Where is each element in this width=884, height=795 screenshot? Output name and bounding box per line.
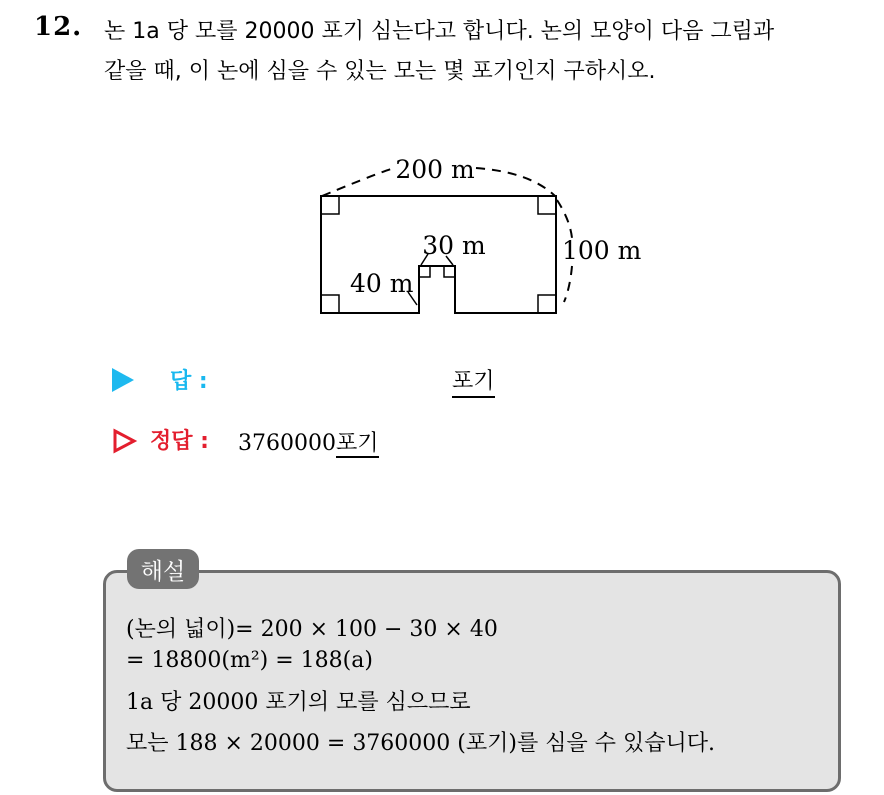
explanation-box (103, 570, 841, 792)
play-arrow-icon (112, 368, 134, 392)
question-number: 12. (34, 12, 83, 42)
right-angle-mark (321, 295, 339, 313)
top-dimension-arc (476, 168, 555, 196)
answer-row (112, 364, 532, 398)
explanation-line: = 18800(m²) = 188(a) (126, 648, 373, 673)
outline-arrow-icon (112, 428, 138, 454)
explanation-line: 모는 188 × 20000 = 3760000 (포기)를 심을 수 있습니다. (126, 731, 715, 756)
top-dimension-label: 200 m (395, 155, 475, 184)
right-angle-mark (321, 196, 339, 214)
question-text-line-2: 같을 때, 이 논에 심을 수 있는 모는 몇 포기인지 구하시오. (104, 59, 656, 84)
right-dimension-label: 100 m (562, 236, 642, 265)
notch-width-label: 30 m (422, 231, 486, 260)
correct-answer-row (112, 424, 532, 458)
right-angle-mark (538, 196, 556, 214)
correct-answer-value-group (238, 426, 379, 457)
right-angle-mark (419, 266, 430, 277)
field-diagram (300, 148, 660, 328)
correct-answer-label: 정답 : (150, 429, 209, 454)
right-dimension-arc (564, 266, 572, 302)
top-dimension-arc (322, 168, 395, 196)
answer-label: 답 : (170, 369, 208, 394)
question-text-line-1: 논 1a 당 모를 20000 포기 심는다고 합니다. 논의 모양이 다음 그림과 (104, 19, 775, 44)
explanation-line: 1a 당 20000 포기의 모를 심으므로 (126, 690, 471, 715)
notch-height-label: 40 m (350, 269, 414, 298)
right-angle-mark (444, 266, 455, 277)
answer-unit: 포기 (452, 364, 495, 398)
correct-answer-value: 3760000 (238, 431, 336, 456)
right-dimension-arc (557, 200, 572, 238)
explanation-tag: 해설 (127, 549, 199, 589)
explanation-line: (논의 넓이)= 200 × 100 − 30 × 40 (126, 617, 498, 642)
right-angle-mark (538, 295, 556, 313)
correct-answer-unit: 포기 (335, 431, 379, 456)
